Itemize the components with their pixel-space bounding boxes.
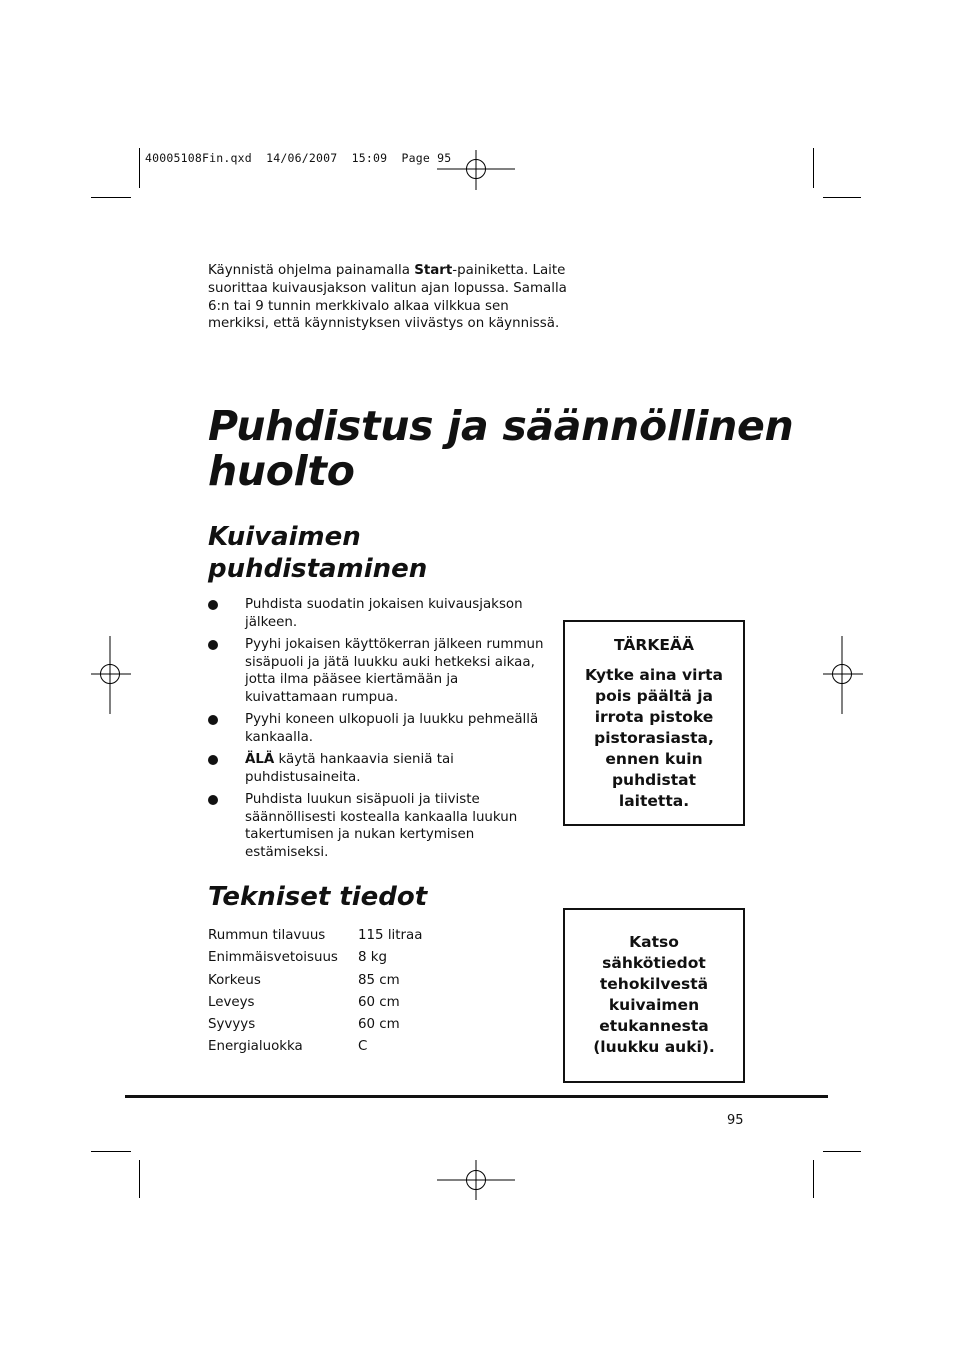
warning-box bbox=[563, 620, 745, 826]
warning-box-body: Kytke aina virta pois päältä ja irrota pistoke pistorasiasta, ennen kuin puhdistat laitetta. bbox=[585, 666, 723, 810]
table-row bbox=[208, 992, 422, 1014]
spec-label: Enimmäisvetoisuus bbox=[208, 950, 338, 966]
table-row bbox=[208, 1014, 422, 1036]
crop-mark bbox=[813, 148, 814, 188]
registration-mark-icon bbox=[437, 1160, 515, 1200]
bullet-icon bbox=[208, 715, 218, 725]
list-item-text: Pyyhi jokaisen käyttökerran jälkeen rummun sisäpuoli ja jätä luukku auki hetkeksi aikaa, jotta ilma pääsee kiertämään ja kuivattamaan rumpua. bbox=[245, 636, 544, 706]
crop-mark bbox=[813, 1160, 814, 1198]
bullet-icon bbox=[208, 640, 218, 650]
spec-value: C bbox=[358, 1039, 368, 1055]
list-item-text: Pyyhi koneen ulkopuoli ja luukku pehmeällä kankaalla. bbox=[245, 712, 539, 745]
crop-mark bbox=[823, 197, 861, 198]
footer-rule bbox=[125, 1095, 828, 1098]
bullet-icon bbox=[208, 795, 218, 805]
list-item-text: Puhdista luukun sisäpuoli ja tiiviste säännöllisesti kostealla kankaalla luukun takertumisen ja nukan kertymisen estämiseksi. bbox=[245, 791, 518, 861]
list-item bbox=[208, 636, 553, 707]
main-heading bbox=[208, 404, 808, 494]
specs-table bbox=[208, 925, 422, 1059]
crop-mark bbox=[91, 1151, 131, 1152]
list-item bbox=[208, 751, 553, 787]
table-row bbox=[208, 947, 422, 969]
main-heading-line2: huolto bbox=[208, 447, 355, 495]
spec-label: Leveys bbox=[208, 994, 255, 1010]
spec-label: Rummun tilavuus bbox=[208, 928, 326, 943]
list-item bbox=[208, 596, 553, 632]
bullet-icon bbox=[208, 600, 218, 610]
main-heading-line1: Puhdistus ja säännöllinen bbox=[208, 402, 794, 450]
section-heading-cleaning bbox=[208, 521, 427, 585]
intro-paragraph bbox=[208, 262, 568, 333]
registration-mark-icon bbox=[91, 636, 131, 714]
page-number: 95 bbox=[727, 1113, 744, 1128]
warning-box-title: TÄRKEÄÄ bbox=[614, 636, 694, 654]
list-item-text: käytä hankaavia sieniä tai puhdistusaineita. bbox=[245, 751, 454, 785]
cleaning-bullet-list bbox=[208, 596, 553, 866]
spec-value: 115 litraa bbox=[358, 928, 423, 943]
info-box bbox=[563, 908, 745, 1083]
spec-label: Syvyys bbox=[208, 1017, 256, 1033]
section-heading-specs: Tekniset tiedot bbox=[208, 882, 428, 912]
spec-value: 60 cm bbox=[358, 994, 400, 1010]
bullet-icon bbox=[208, 755, 218, 765]
table-row bbox=[208, 970, 422, 992]
table-row bbox=[208, 1036, 422, 1058]
crop-mark bbox=[139, 1160, 140, 1198]
registration-mark-icon bbox=[823, 636, 863, 714]
table-row bbox=[208, 925, 422, 947]
intro-start-bold: Start bbox=[414, 263, 453, 278]
info-box-body: Katso sähkötiedot tehokilvestä kuivaimen etukannesta (luukku auki). bbox=[593, 933, 715, 1056]
spec-label: Korkeus bbox=[208, 972, 261, 988]
section-heading-line1: Kuivaimen bbox=[208, 522, 361, 552]
print-slug: 40005108Fin.qxd 14/06/2007 15:09 Page 95 bbox=[145, 151, 452, 165]
section-heading-line2: puhdistaminen bbox=[208, 554, 428, 584]
list-item-text: Puhdista suodatin jokaisen kuivausjakson jälkeen. bbox=[245, 597, 523, 630]
intro-text-post: -painiketta. Laite suorittaa kuivausjakson valitun ajan lopussa. Samalla 6:n tai 9 tunnin merkkivalo alkaa vilkkua sen merkiksi, että käynnistyksen viivästys on käynnissä. bbox=[208, 263, 567, 332]
spec-label: Energialuokka bbox=[208, 1039, 303, 1055]
crop-mark bbox=[91, 197, 131, 198]
list-item bbox=[208, 791, 553, 862]
crop-mark bbox=[139, 148, 140, 188]
list-item bbox=[208, 711, 553, 747]
spec-value: 8 kg bbox=[358, 950, 388, 966]
intro-text-pre: Käynnistä ohjelma painamalla bbox=[208, 263, 415, 278]
crop-mark bbox=[823, 1151, 861, 1152]
spec-value: 60 cm bbox=[358, 1017, 400, 1033]
list-item-bold: ÄLÄ bbox=[245, 751, 275, 767]
spec-value: 85 cm bbox=[358, 972, 400, 988]
